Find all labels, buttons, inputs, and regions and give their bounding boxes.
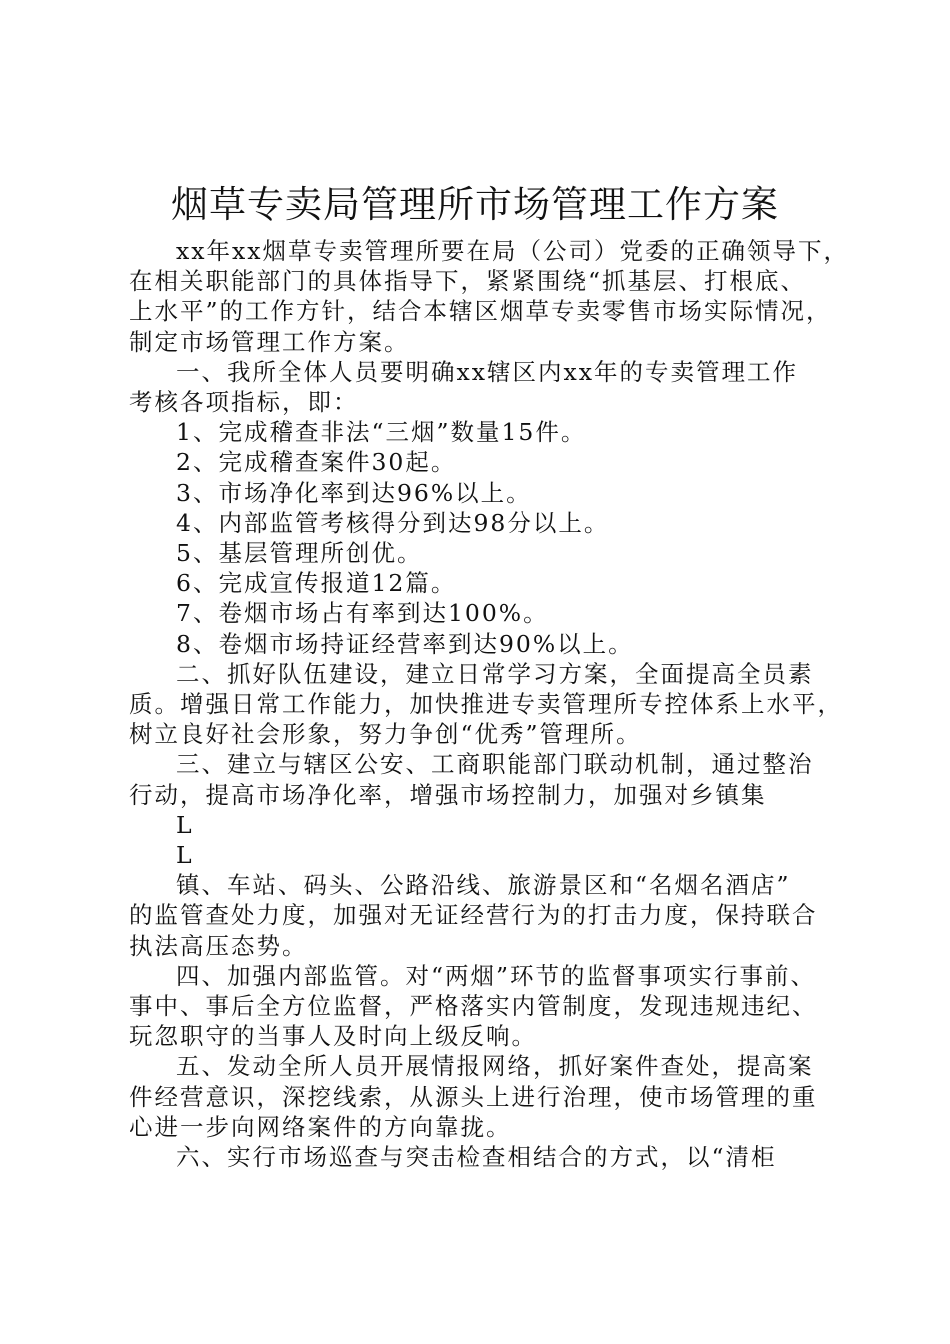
paragraph-line: 四、加强内部监管。对“两烟”环节的监督事项实行事前、 [176,961,817,990]
paragraph [129,629,849,659]
paragraph-line: xx年xx烟草专卖管理所要在局（公司）党委的正确领导下， [176,237,850,265]
paragraph-line: 行动，提高市场净化率，增强市场控制力，加强对乡镇集 [129,780,767,809]
paragraph [129,810,849,840]
paragraph-line: 件经营意识，深挖线索，从源头上进行治理，使市场管理的重 [129,1082,818,1111]
paragraph-line: 考核各项指标，即： [129,388,359,417]
document-body [129,236,849,1172]
paragraph-line: L [176,810,194,839]
paragraph-line: L [176,841,194,870]
paragraph-line: 6、完成宣传报道12篇。 [176,569,457,598]
paragraph-line: 7、卷烟市场占有率到达100%。 [176,599,549,628]
paragraph-line: 事中、事后全方位监督，严格落实内管制度，发现违规违纪、 [129,992,818,1021]
paragraph-line: 5、基层管理所创优。 [176,539,423,568]
paragraph [129,478,849,508]
paragraph [129,749,849,809]
paragraph [129,1142,849,1172]
paragraph [129,961,849,1052]
paragraph [129,417,849,447]
paragraph-line: 心进一步向网络案件的方向靠拢。 [129,1112,512,1141]
paragraph-line: 的监管查处力度，加强对无证经营行为的打击力度，保持联合 [129,901,818,930]
paragraph [129,598,849,628]
paragraph-line: 六、实行市场巡查与突击检查相结合的方式，以“清柜 [176,1143,777,1172]
paragraph-line: 质。增强日常工作能力，加快推进专卖管理所专控体系上水平， [129,690,843,719]
paragraph-line: 1、完成稽查非法“三烟”数量15件。 [176,418,587,447]
paragraph-line: 2、完成稽查案件30起。 [176,448,457,477]
paragraph-line: 制定市场管理工作方案。 [129,327,410,356]
paragraph [129,508,849,538]
paragraph [129,1051,849,1142]
paragraph-line: 4、内部监管考核得分到达98分以上。 [176,508,610,537]
paragraph-line: 玩忽职守的当事人及时向上级反响。 [129,1022,537,1051]
paragraph-line: 执法高压态势。 [129,931,308,960]
paragraph [129,236,849,357]
paragraph [129,870,849,961]
paragraph [129,447,849,477]
paragraph-line: 树立良好社会形象，努力争创“优秀”管理所。 [129,720,642,749]
paragraph-line: 上水平”的工作方针，结合本辖区烟草专卖零售市场实际情况， [129,297,832,326]
paragraph [129,840,849,870]
paragraph-line: 在相关职能部门的具体指导下，紧紧围绕“抓基层、打根底、 [129,267,807,296]
paragraph [129,659,849,750]
paragraph-line: 五、发动全所人员开展情报网络，抓好案件查处，提高案 [176,1052,814,1081]
document-title: 烟草专卖局管理所市场管理工作方案 [171,183,779,226]
paragraph-line: 镇、车站、码头、公路沿线、旅游景区和“名烟名酒店” [176,871,791,900]
paragraph-line: 3、市场净化率到达96%以上。 [176,478,532,507]
paragraph-line: 一、我所全体人员要明确xx辖区内xx年的专卖管理工作 [176,357,799,386]
paragraph-line: 三、建立与辖区公安、工商职能部门联动机制，通过整治 [176,750,814,779]
paragraph [129,568,849,598]
paragraph [129,538,849,568]
paragraph [129,357,849,417]
paragraph-line: 8、卷烟市场持证经营率到达90%以上。 [176,629,634,658]
paragraph-line: 二、抓好队伍建设，建立日常学习方案，全面提高全员素 [176,659,814,688]
